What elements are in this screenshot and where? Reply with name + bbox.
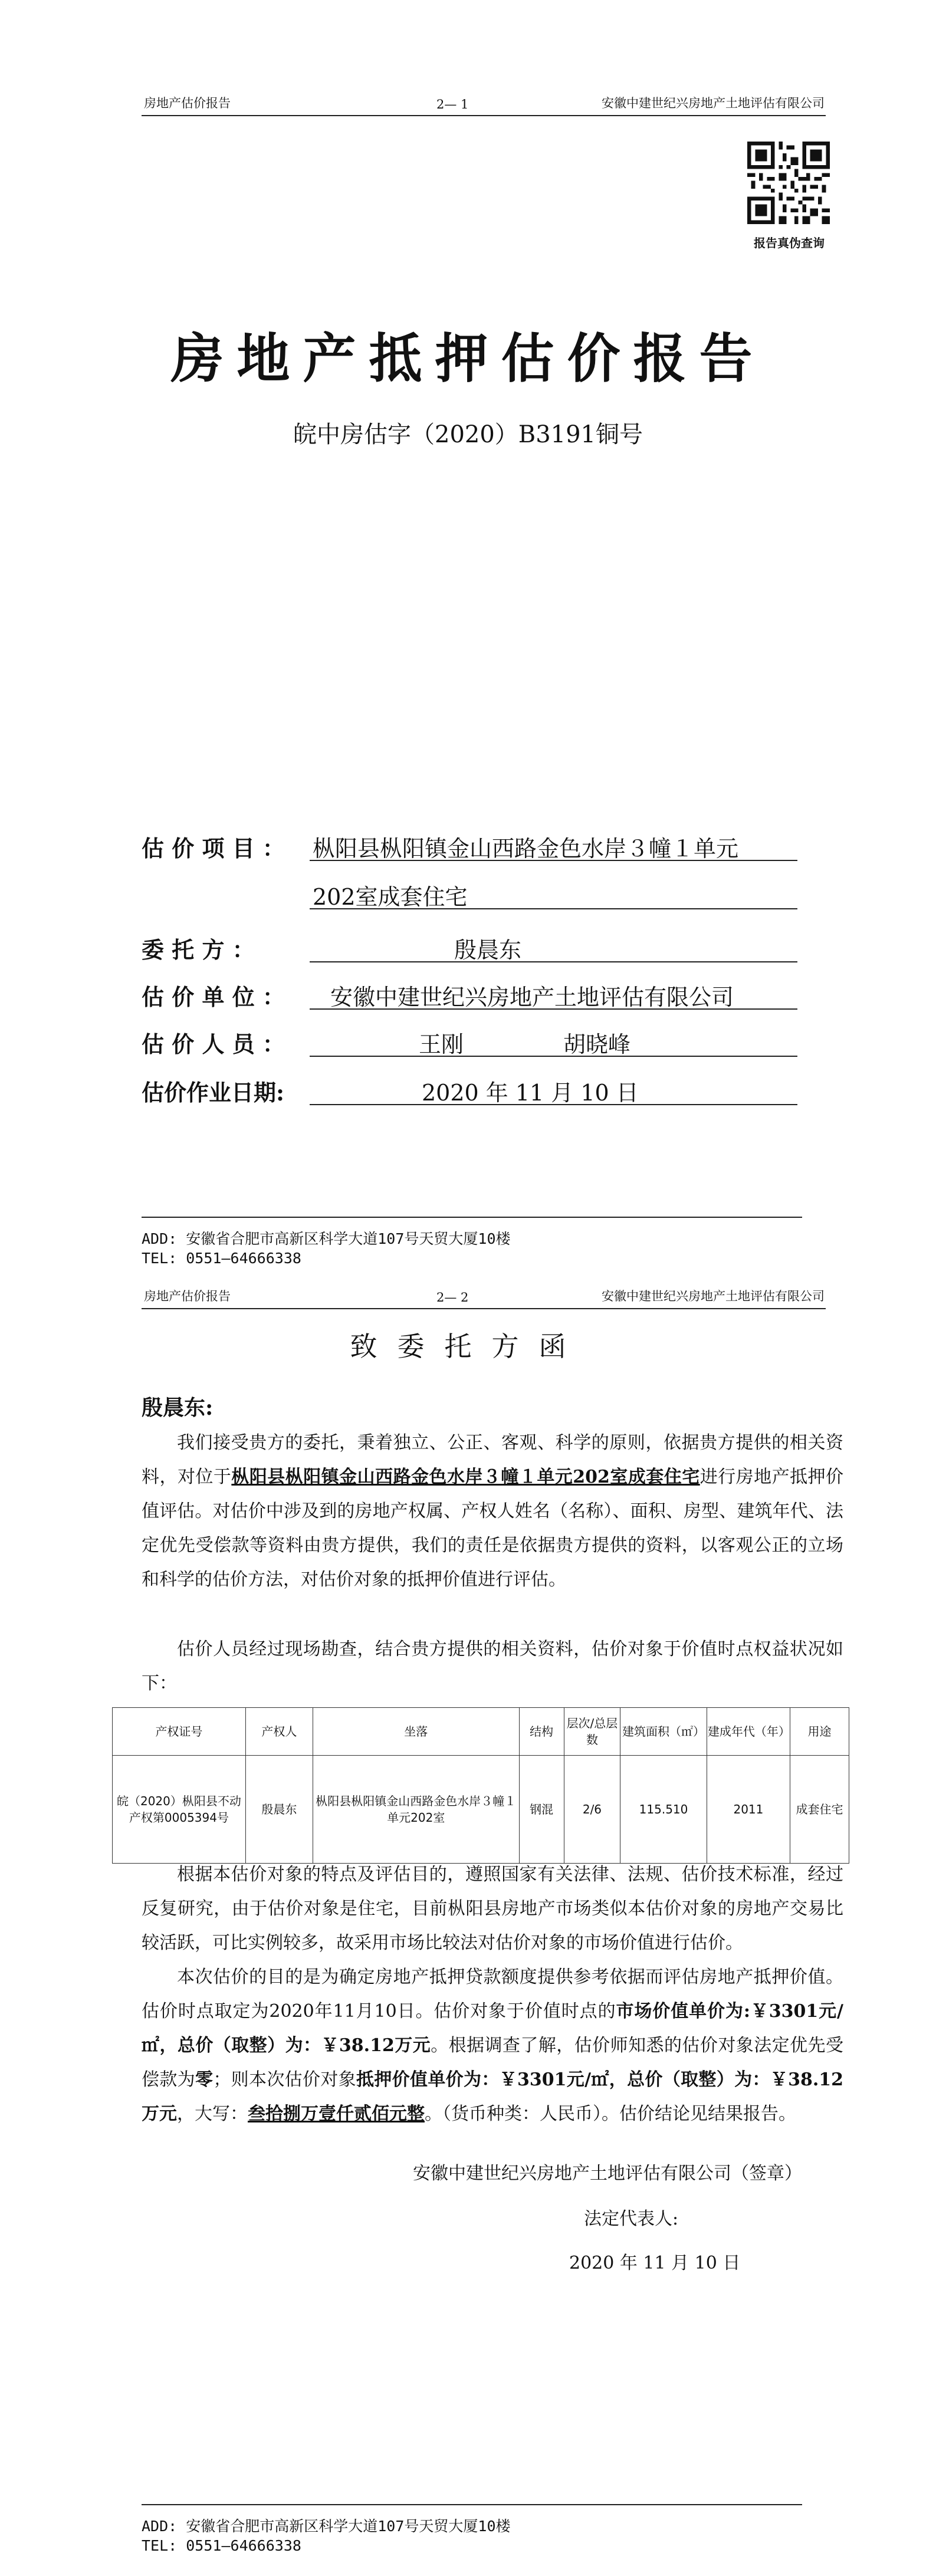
table-header-cell: 层次/总层数 (564, 1708, 620, 1756)
date-underline (310, 1104, 797, 1105)
header-right: 安徽中建世纪兴房地产土地评估有限公司 (602, 1289, 825, 1303)
letter-greeting: 殷晨东: (142, 1395, 214, 1420)
client-value: 殷晨东 (454, 937, 522, 963)
footer-tel: TEL: 0551—64666338 (142, 2537, 301, 2554)
page-header-2 (142, 1284, 826, 1309)
letter-title: 致委托方函 (350, 1330, 586, 1362)
letter-paragraph-3: 根据本估价对象的特点及评估目的，遵照国家有关法律、法规、估价技术标准，经过反复研究，由于估价对象是住宅，目前枞阳县房地产市场类似本估价对象的房地产交易比较活跃，可比实例较多，故采用市场比较法对估价对象的市场价值进行估价。 (142, 1864, 843, 1953)
table-header-cell: 产权证号 (113, 1708, 246, 1756)
p1-text-a: 我们接受贵方的委托，秉着独立、公正、客观、科学的原则，依据贵方提供的相关资料，对位于 (142, 1432, 843, 1487)
header-page-number: 2— 1 (436, 97, 469, 111)
table-header-cell: 用途 (790, 1708, 849, 1756)
table-header-cell: 产权人 (245, 1708, 313, 1756)
footer-rule (142, 2504, 802, 2505)
header-left: 房地产估价报告 (144, 1289, 231, 1303)
p1-property-address: 枞阳县枞阳镇金山西路金色水岸３幢１单元202室成套住宅 (231, 1467, 700, 1487)
table-cell: 115.510 (620, 1756, 707, 1864)
header-right: 安徽中建世纪兴房地产土地评估有限公司 (602, 96, 825, 110)
property-table (112, 1707, 849, 1864)
table-row (113, 1756, 849, 1864)
report-title: 房地产抵押估价报告 (170, 327, 766, 390)
p4-mortgage-value: 抵押价值单价为：￥3301元/㎡，总价（取整）为：￥38.12万元 (142, 2069, 844, 2124)
p4-text-c: 。根据调查了解，估价师知悉的估价对象法定优先受偿款为 (142, 2035, 843, 2090)
footer-rule (142, 1217, 802, 1218)
project-value-line2: 202室成套住宅 (313, 884, 468, 910)
unit-label: 估 价 单 位 ： (142, 984, 285, 1010)
staff-value-1: 王刚 (419, 1031, 464, 1057)
p4-amount-in-words: 叁拾捌万壹仟贰佰元整 (248, 2104, 425, 2124)
table-cell: 钢混 (519, 1756, 564, 1864)
p4-text-a: 本次估价的目的是为确定房地产抵押贷款额度提供参考依据而评估房地产抵押价值。估价时点取定为2020年11月10日。估价对象于价值时点的 (142, 1967, 843, 2022)
sign-date: 2020 年 11 月 10 日 (569, 2253, 741, 2273)
sign-representative: 法定代表人: (584, 2209, 679, 2229)
unit-value: 安徽中建世纪兴房地产土地评估有限公司 (330, 984, 734, 1010)
table-cell: 2/6 (564, 1756, 620, 1864)
date-label: 估价作业日期: (142, 1079, 285, 1106)
sign-company: 安徽中建世纪兴房地产土地评估有限公司（签章） (413, 2163, 802, 2184)
footer-address: ADD: 安徽省合肥市高新区科学大道107号天贸大厦10楼 (142, 1230, 511, 1247)
staff-underline (310, 1056, 797, 1057)
project-label: 估 价 项 目 ： (142, 835, 285, 862)
table-header-cell: 建筑面积（㎡） (620, 1708, 707, 1756)
header-left: 房地产估价报告 (144, 96, 231, 110)
table-header-cell: 建成年代（年） (707, 1708, 790, 1756)
unit-underline (310, 1008, 797, 1010)
staff-value-2: 胡晓峰 (563, 1031, 631, 1057)
table-header-row (113, 1708, 849, 1756)
table-cell: 殷晨东 (245, 1756, 313, 1864)
letter-paragraph-4 (142, 1960, 843, 2131)
table-cell: 2011 (707, 1756, 790, 1864)
table-cell: 成套住宅 (790, 1756, 849, 1864)
project-underline-1 (310, 860, 797, 861)
qr-code-icon[interactable] (747, 142, 830, 224)
cover-page (0, 0, 936, 1286)
project-underline-2 (310, 908, 797, 909)
table-cell: 皖（2020）枞阳县不动产权第0005394号 (113, 1756, 246, 1864)
date-value: 2020 年 11 月 10 日 (422, 1080, 639, 1106)
p4-market-value: 市场价值单价为:￥3301元/㎡，总价（取整）为：￥38.12万元 (142, 2001, 843, 2056)
staff-label: 估 价 人 员 ： (142, 1031, 285, 1057)
table-header-cell: 结构 (519, 1708, 564, 1756)
project-value-line1: 枞阳县枞阳镇金山西路金色水岸３幢１单元 (313, 836, 739, 862)
footer-tel: TEL: 0551—64666338 (142, 1250, 301, 1267)
page-header (142, 91, 826, 116)
qr-caption: 报告真伪查询 (754, 236, 825, 250)
header-page-number: 2— 2 (436, 1290, 469, 1305)
letter-paragraph-2: 估价人员经过现场勘查，结合贵方提供的相关资料，估价对象于价值时点权益状况如下： (142, 1639, 843, 1694)
report-number: 皖中房估字（2020）B3191铜号 (293, 421, 643, 448)
p4-priority-amount: 零 (195, 2069, 214, 2090)
letter-paragraph-1 (142, 1426, 843, 1597)
client-underline (310, 961, 797, 962)
p4-text-e: ；则本次估价对象 (213, 2069, 356, 2090)
client-label: 委 托 方 ： (142, 937, 255, 963)
table-header-cell: 坐落 (313, 1708, 519, 1756)
p4-text-g: ，大写： (177, 2104, 248, 2124)
table-cell: 枞阳县枞阳镇金山西路金色水岸３幢１单元202室 (313, 1756, 519, 1864)
p4-text-i: 。（货币种类：人民币）。估价结论见结果报告。 (425, 2104, 796, 2124)
p1-text-c: 进行房地产抵押价值评估。对估价中涉及到的房地产权属、产权人姓名（名称）、面积、房型、建筑年代、法定优先受偿款等资料由贵方提供，我们的责任是依据贵方提供的资料，以客观公正的立场和科学的估价方法，对估价对象的抵押价值进行评估。 (142, 1467, 844, 1590)
footer-address: ADD: 安徽省合肥市高新区科学大道107号天贸大厦10楼 (142, 2518, 511, 2535)
